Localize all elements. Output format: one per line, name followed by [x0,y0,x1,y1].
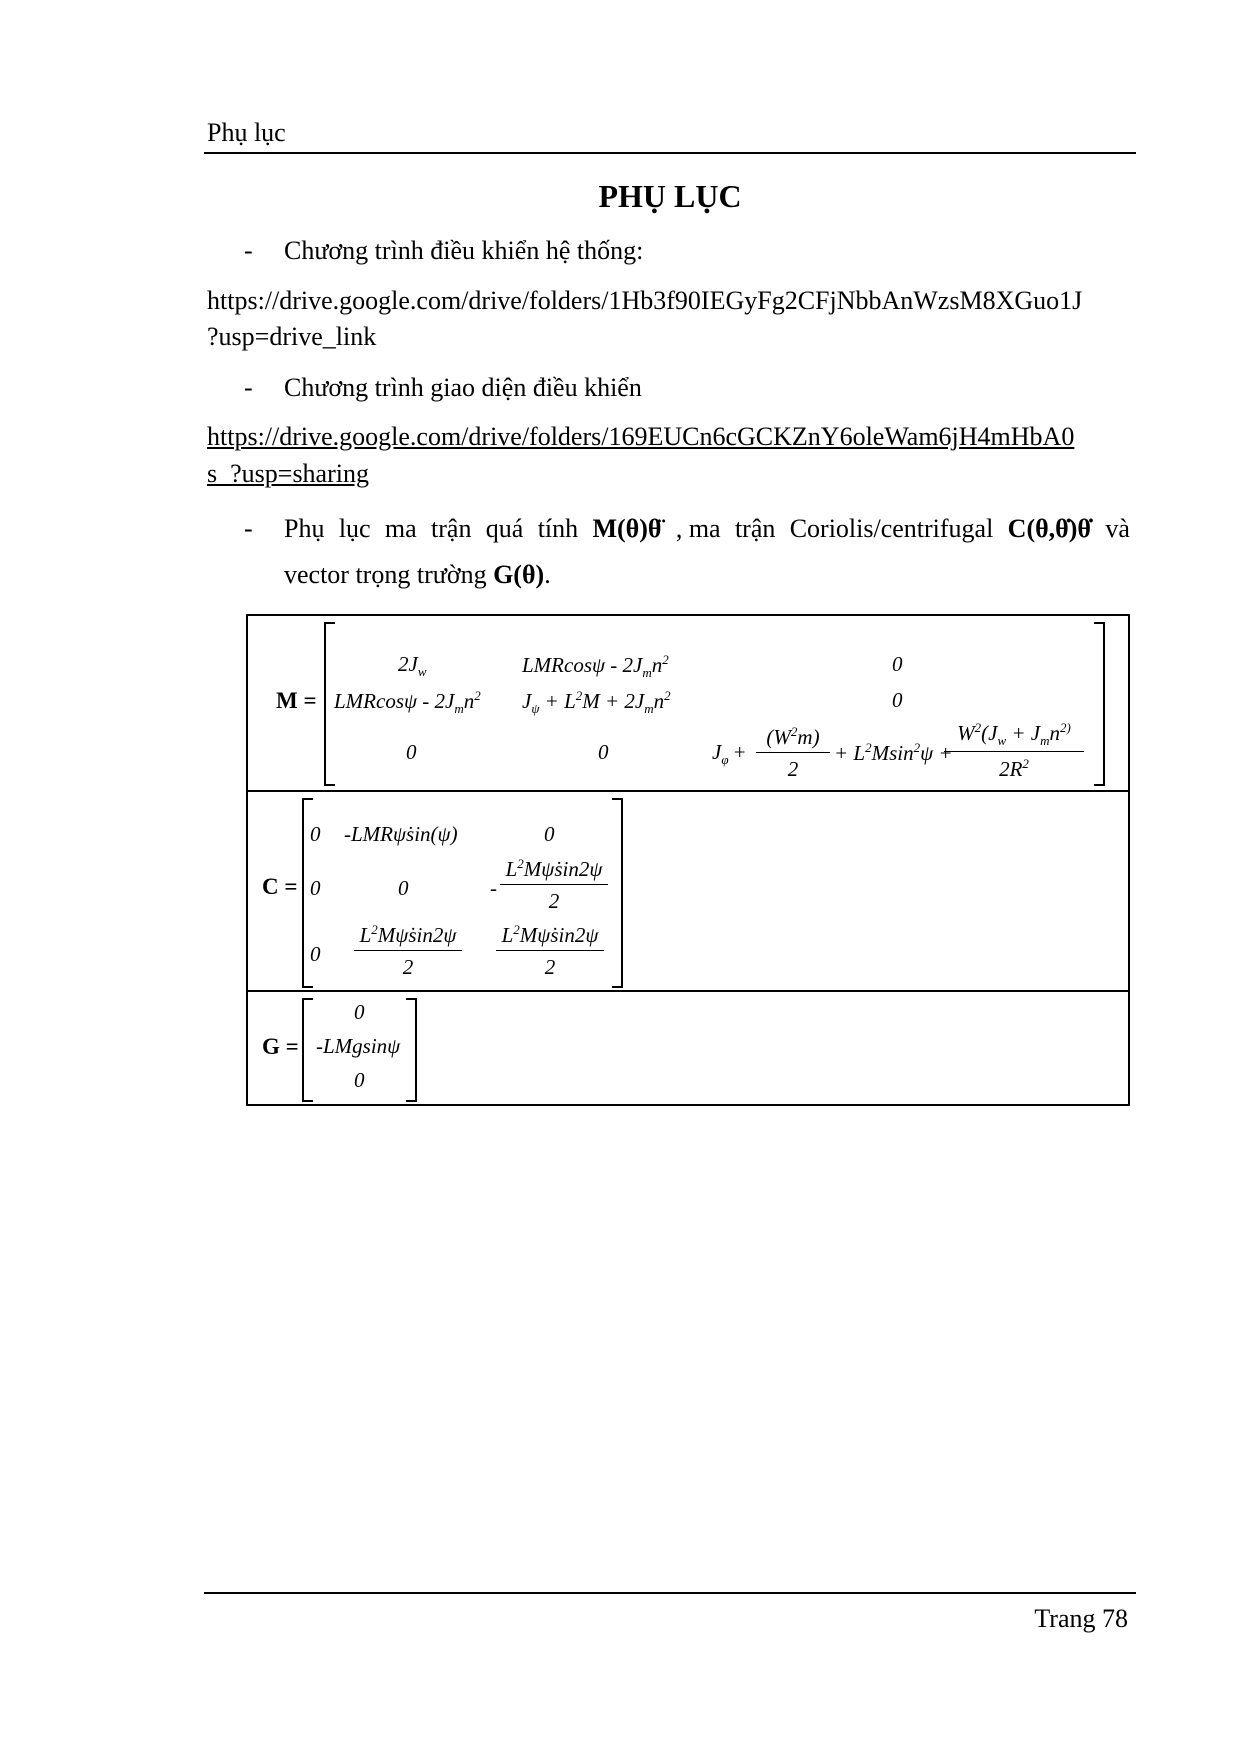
vector-G-r2: -LMgsinψ [316,1034,401,1058]
link-interface-program-line2[interactable]: s_?usp=sharing [207,459,369,488]
vector-G-box [246,992,1130,1106]
matrix-M-r1c1: $2J_w$ [398,652,427,680]
gravity-vector-symbol: G(θ) [493,560,545,589]
footer-rule [204,1592,1136,1594]
matrix-C-r2c1: 0 [310,876,321,900]
matrix-M-r3c3-fraction2: $W^2(J_w + J_mn^{2)}$ $2R^2$ [944,720,1084,782]
vector-G-left-bracket [302,998,313,1102]
vector-G-r1: 0 [354,1000,365,1024]
matrix-M-r2c1: LMRcosψ - $2J_mn^2$ [334,688,481,717]
page-title: PHỤ LỤC [598,178,742,214]
matrix-M-right-bracket [1094,622,1105,786]
vector-G-right-bracket [406,998,417,1102]
matrix-M-r1c3: 0 [892,652,903,676]
link-control-program-line2[interactable]: ?usp=drive_link [207,322,377,351]
link-interface-program-line1[interactable]: https://drive.google.com/drive/folders/169EUCn6cGCKZnY6oleWam6jH4mHbA0 [207,422,1075,451]
matrix-C-r2c3-minus: - [490,876,497,900]
link-control-program-line1[interactable]: https://drive.google.com/drive/folders/1Hb3f90IEGyFg2CFjNbbAnWzsM8XGuo1J [207,286,1083,315]
matrix-C-right-bracket [612,798,623,988]
vector-G-r3: 0 [354,1068,365,1092]
matrix-M-r2c3: 0 [892,688,903,712]
matrix-M-r3c2: 0 [598,740,609,764]
bullet-text-matrices-line2: vector trọng trường G(θ). [284,560,551,589]
matrix-C-r2c3-fraction: $\frac{L^2M\psi̇\sin 2\psi}{2}$ [500,856,608,914]
matrix-C-r1c1: 0 [310,822,321,846]
matrix-C-r3c2-fraction: $\frac{L^2M\psi̇\sin 2\psi}{2}$ [354,922,462,980]
bullet-marker: - [244,236,253,265]
running-header: Phụ lục [207,118,286,147]
matrix-C-r2c2: 0 [398,876,409,900]
matrix-M-label: M = [276,688,317,713]
page-number: Trang 78 [1034,1604,1128,1633]
matrix-C-box [246,792,1130,992]
header-rule [204,152,1136,154]
matrix-M-r3c3-j: $J_\varphi$ + [712,740,746,768]
matrix-M-r3c1: 0 [406,740,417,764]
matrix-M-r3c3-middle: + $L^2Msin^2\psi$ + [834,740,953,765]
matrix-C-r1c3: 0 [544,822,555,846]
bullet-marker: - [244,373,253,402]
matrix-M-box [246,614,1130,792]
matrix-M-r2c2: $J_\psi + L^2M + 2J_mn^2$ [522,688,671,717]
matrix-C-r3c1: 0 [310,942,321,966]
matrix-M-r3c3-fraction1: $\frac{(W^2m)}{2}$ [756,724,830,782]
matrix-M-r1c2: LMRcosψ - $2J_mn^2$ [522,652,669,681]
matrix-C-r1c2: -LMRψ̇sin(ψ) [344,822,458,846]
matrix-C-r3c3-fraction: $\frac{L^2M\psi̇\sin 2\psi}{2}$ [496,922,604,980]
vector-G-label: G = [262,1034,299,1059]
coriolis-matrix-symbol: C(θ,θ̇)θ̇ [1007,514,1091,543]
bullet-text-control-program: Chương trình điều khiển hệ thống: [284,236,644,265]
bullet-text-matrices-line1: Phụ lục ma trận quá tính M(θ)θ̈ , ma trận Coriolis/centrifugal C(θ,θ̇)θ̇ và [284,514,1130,543]
matrix-C-label: C = [262,874,298,899]
inertia-matrix-symbol: M(θ)θ̈ [592,514,662,543]
bullet-marker: - [244,514,253,543]
bullet-text-interface-program: Chương trình giao diện điều khiển [284,373,642,402]
